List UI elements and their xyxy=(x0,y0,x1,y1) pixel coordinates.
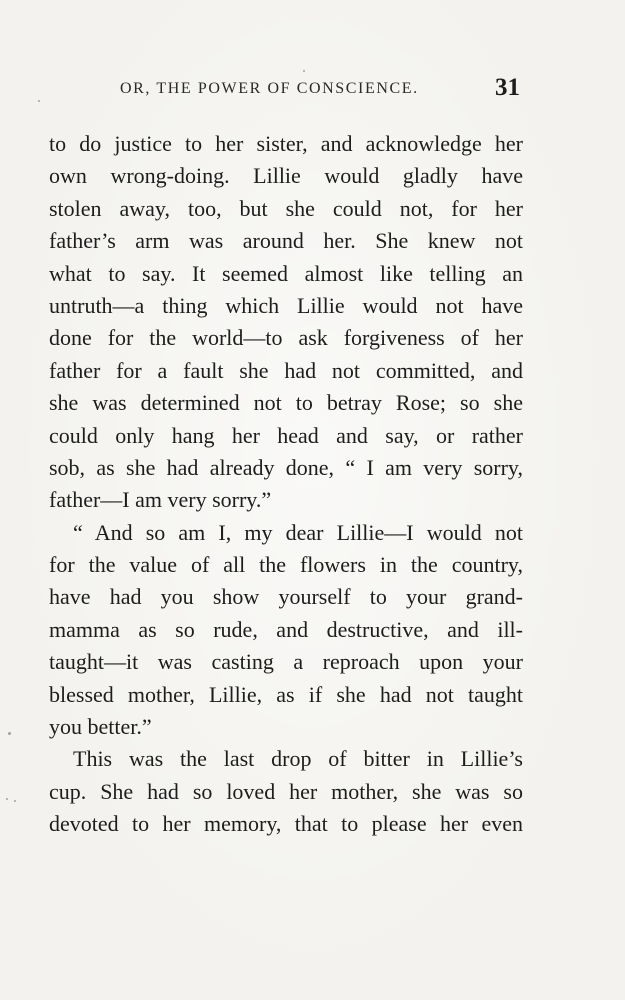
text-line: she was determined not to betray Rose; so she xyxy=(49,390,523,416)
text-line: father’s arm was around her. She knew not xyxy=(49,228,523,254)
text-line: for the value of all the flowers in the country, xyxy=(49,552,523,578)
paper-speck xyxy=(14,800,16,802)
text-line: to do justice to her sister, and acknowledge her xyxy=(49,131,523,156)
text-line: “ And so am I, my dear Lillie—I would not xyxy=(73,519,523,545)
text-line: stolen away, too, but she could not, for her xyxy=(49,195,523,221)
paper-speck xyxy=(8,732,11,735)
text-line: what to say. It seemed almost like telling an xyxy=(49,260,523,286)
text-line: father for a fault she had not committed, and xyxy=(49,357,523,383)
paper-speck xyxy=(6,798,8,800)
page-number: 31 xyxy=(495,74,520,101)
text-line: sob, as she had already done, “ I am very sorry, xyxy=(49,454,523,480)
text-line: have had you show yourself to your grand- xyxy=(49,584,523,610)
running-head: OR, THE POWER OF CONSCIENCE. xyxy=(120,80,419,97)
text-line: you better.” xyxy=(49,714,152,740)
text-line: done for the world—to ask forgiveness of her xyxy=(49,325,523,351)
text-line: This was the last drop of bitter in Lillie’s xyxy=(73,746,523,772)
text-line: cup. She had so loved her mother, she was so xyxy=(49,778,523,804)
paper-speck xyxy=(303,70,305,72)
paper-speck xyxy=(38,100,40,102)
text-line: mamma as so rude, and destructive, and ill- xyxy=(49,616,523,642)
body-text xyxy=(49,128,523,841)
text-line: could only hang her head and say, or rather xyxy=(49,422,523,448)
text-line: father—I am very sorry.” xyxy=(49,487,272,513)
text-line: untruth—a thing which Lillie would not have xyxy=(49,292,523,318)
text-line: own wrong-doing. Lillie would gladly have xyxy=(49,163,523,189)
text-line: devoted to her memory, that to please her even xyxy=(49,811,523,837)
text-line: taught—it was casting a reproach upon your xyxy=(49,649,523,675)
text-line: blessed mother, Lillie, as if she had not taught xyxy=(49,681,523,707)
